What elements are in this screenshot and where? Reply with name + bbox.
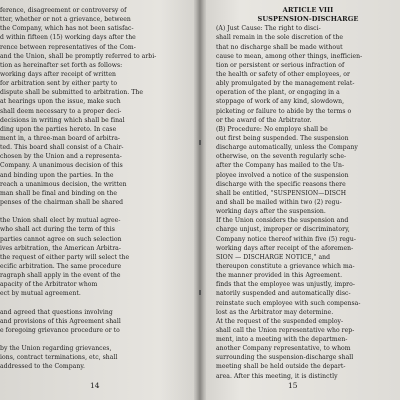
left-page — [0, 0, 196, 400]
text-line: reinstate such employee with such compensa- — [216, 299, 361, 307]
text-line: At the request of the suspended employ- — [216, 317, 344, 325]
text-line: ding upon the parties hereto. In case — [0, 125, 117, 133]
binding-stitch — [199, 290, 201, 295]
text-line: the Union shall elect by mutual agree- — [0, 217, 121, 225]
text-line: another Company representative, to whom — [216, 345, 351, 353]
text-line: Company notice thereof within five (5) regu- — [216, 235, 356, 243]
text-line: picketing or failure to abide by the terms o — [216, 107, 352, 115]
left-page-number: 14 — [90, 381, 100, 390]
text-line: parties cannot agree on such selection — [0, 235, 122, 243]
text-line: tion as hereinafter set forth as follows: — [0, 61, 123, 69]
text-line: reach a unanimous decision, the written — [0, 180, 127, 188]
text-line: SION — DISCHARGE NOTICE," and — [216, 253, 331, 261]
text-line: stoppage of work of any kind, slowdown, — [216, 98, 345, 106]
text-line: area. After this meeting, it is distinctly — [216, 372, 338, 380]
text-line: ragraph shall apply in the event of the — [0, 272, 121, 280]
text-line: and the Union, shall be promptly referred to arbi- — [0, 52, 157, 60]
text-line: ted. This board shall consist of a Chair- — [0, 144, 124, 152]
right-page-text — [216, 6, 400, 381]
text-line: otherwise, on the seventh regularly sche- — [216, 153, 347, 161]
text-line: tion or persistent or serious infraction of — [216, 61, 345, 69]
text-line: shall remain in the sole discretion of the — [216, 34, 344, 42]
text-line: shall call the Union representative who rep- — [216, 326, 355, 334]
article-heading: ARTICLE VIII — [282, 6, 334, 14]
text-line: and shall be mailed within two (2) regu- — [216, 198, 342, 206]
text-line: out first being suspended. The suspension — [216, 134, 349, 142]
text-line: who shall act during the term of this — [0, 226, 115, 234]
text-line: the health or safety of other employees, or — [216, 70, 350, 78]
text-line: discharge automatically, unless the Company — [216, 144, 358, 152]
text-line: or the award of the Arbitrator. — [216, 116, 312, 124]
text-line: and binding upon the parties. In the — [0, 171, 114, 179]
text-line: working days after receipt of the aforemen- — [216, 244, 354, 252]
text-line: ference, disagreement or controversy of — [0, 7, 127, 14]
text-line: the manner provided in this Agreement. — [216, 272, 343, 280]
text-line: discharge with the specific reasons there — [216, 180, 346, 188]
text-line: operation of the plant, or engaging in a — [216, 89, 340, 97]
text-line: at hearings upon the issue, make such — [0, 98, 121, 106]
text-line: thereupon constitute a grievance which ma- — [216, 262, 355, 270]
text-line: tter, whether or not a grievance, between — [0, 16, 131, 24]
text-line: ions, contract terminations, etc, shall — [0, 354, 118, 362]
text-line — [0, 207, 190, 216]
text-line: dispute shall be submitted to arbitration. The — [0, 89, 143, 97]
text-line: ment, into a meeting with the departmen- — [216, 336, 348, 344]
text-line: apacity of the Arbitrator whom — [0, 281, 98, 289]
text-line: and agreed that questions involving — [0, 308, 113, 316]
text-line: ives arbitration, the American Arbitra- — [0, 244, 121, 252]
text-line: penses of the chairman shall be shared — [0, 198, 124, 206]
binding-stitch — [199, 140, 201, 145]
text-line: e foregoing grievance procedure or to — [0, 326, 120, 334]
text-line: ployee involved a notice of the suspension — [216, 171, 349, 179]
text-line: that no discharge shall be made without — [216, 43, 343, 51]
text-line: shall deem necessary to a proper deci- — [0, 107, 122, 115]
text-line — [0, 299, 190, 308]
text-line: lost as the Arbitrator may determine. — [216, 308, 334, 316]
text-line: decisions in writing which shall be final — [0, 116, 125, 124]
text-line: cause to mean, among other things, inefficien- — [216, 52, 363, 60]
text-line: surrounding the suspension-discharge shall — [216, 354, 354, 362]
text-line: rence between representatives of the Com- — [0, 43, 136, 51]
text-line: the Company, which has not been satisfac- — [0, 25, 134, 33]
text-line: ect by mutual agreement. — [0, 290, 81, 298]
text-line: (B) Procedure: No employe shall be — [216, 125, 328, 133]
text-line: after the Company has mailed to the Un- — [216, 162, 345, 170]
text-line: ecific arbitration. The same procedure — [0, 262, 122, 270]
right-page — [204, 0, 400, 400]
text-line: and provisions of this Agreement shall — [0, 317, 121, 325]
text-line: for arbitration sent by either party to — [0, 80, 118, 88]
text-line: ably promulgated by the management relat- — [216, 80, 355, 88]
left-page-text — [0, 6, 190, 372]
right-page-number: 15 — [288, 381, 298, 390]
text-line: man shall be final and binding on the — [0, 189, 118, 197]
text-line: charge unjust, improper or discriminatory, — [216, 226, 350, 234]
text-line: by the Union regarding grievances, — [0, 345, 112, 353]
text-line: working days after receipt of written — [0, 70, 117, 78]
text-line: shall be entitled, "SUSPENSION—DISCH — [216, 189, 347, 197]
text-line: natorily suspended and automatically disc- — [216, 290, 351, 298]
text-line — [0, 335, 190, 344]
text-line: meeting shall be held outside the depart- — [216, 363, 346, 371]
text-line: d within fifteen (15) working days after the — [0, 34, 136, 42]
text-line: finds that the employee was unjustly, impro- — [216, 281, 355, 289]
text-line: ment in, a three-man board of arbitra- — [0, 134, 121, 142]
text-line: working days after the suspension. — [216, 208, 326, 216]
text-line: addressed to the Company. — [0, 363, 86, 371]
article-title: SUSPENSION-DISCHARGE — [257, 15, 359, 24]
text-line: the request of either party will select the — [0, 253, 130, 261]
text-line: (A) Just Cause: The right to disci- — [216, 25, 321, 33]
text-line: chosen by the Union and a representa- — [0, 153, 122, 161]
text-line: If the Union considers the suspension and — [216, 217, 349, 225]
text-line: Company. A unanimous decision of this — [0, 162, 123, 170]
